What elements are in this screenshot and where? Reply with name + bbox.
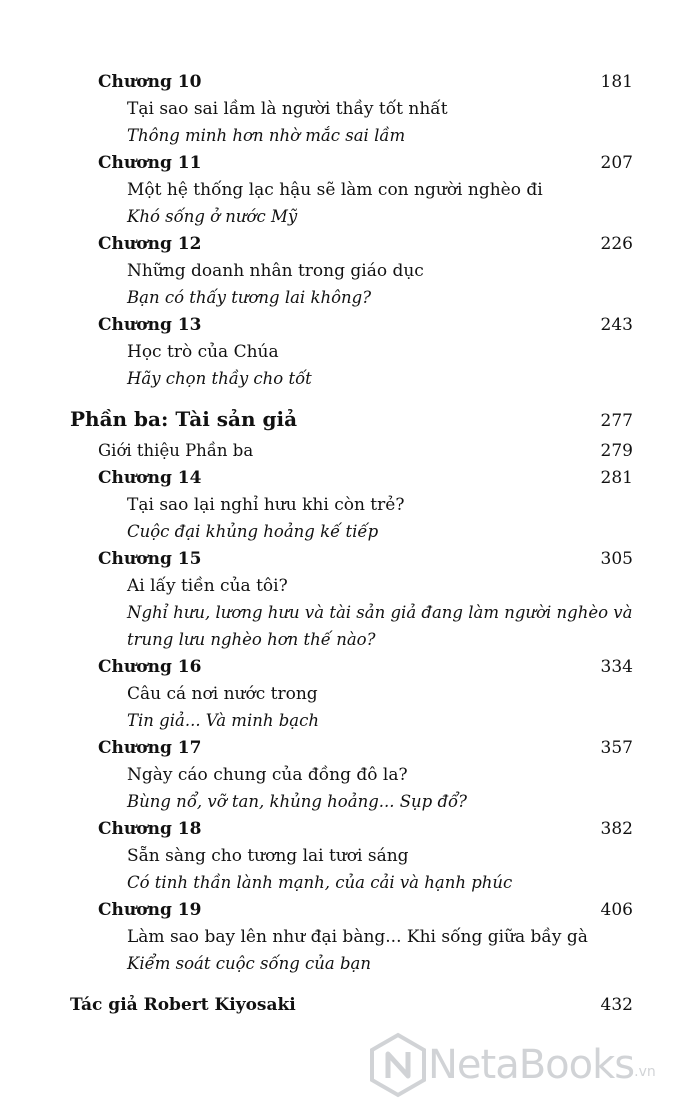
chapter-title: Sẵn sàng cho tương lai tươi sáng (127, 846, 409, 866)
chapter-title: Tại sao lại nghỉ hưu khi còn trẻ? (127, 495, 405, 515)
chapter-title: Ngày cáo chung của đồng đô la? (127, 765, 408, 785)
page-number: 334 (600, 657, 633, 677)
page-number: 305 (600, 549, 633, 569)
page-number: 277 (600, 411, 633, 431)
chapter-label: Chương 15 (98, 549, 202, 569)
chapter-label: Chương 10 (98, 72, 202, 92)
chapter-title: Tại sao sai lầm là người thầy tốt nhất (127, 99, 448, 119)
chapter-label: Chương 17 (98, 738, 202, 758)
author-title: Tác giả Robert Kiyosaki (70, 995, 296, 1015)
chapter-title: Một hệ thống lạc hậu sẽ làm con người nghèo đi (127, 180, 543, 200)
chapter-row (98, 819, 633, 839)
intro-row (98, 441, 633, 461)
watermark-logo (368, 1025, 698, 1105)
chapter-subtitle-continued: trung lưu nghèo hơn thế nào? (127, 630, 376, 649)
watermark-suffix: .vn (634, 1064, 656, 1080)
chapter-title: Ai lấy tiền của tôi? (127, 576, 288, 596)
page-number: 406 (600, 900, 633, 920)
part-row (70, 407, 633, 431)
chapter-row (98, 549, 633, 569)
page-number: 357 (600, 738, 633, 758)
author-row (70, 995, 633, 1015)
chapter-title: Câu cá nơi nước trong (127, 684, 318, 704)
chapter-row (98, 153, 633, 173)
chapter-label: Chương 18 (98, 819, 202, 839)
chapter-row (98, 657, 633, 677)
chapter-title: Những doanh nhân trong giáo dục (127, 261, 424, 281)
page-number: 207 (600, 153, 633, 173)
netabooks-logo-icon (368, 1032, 428, 1098)
chapter-subtitle: Hãy chọn thầy cho tốt (127, 369, 312, 388)
chapter-title: Làm sao bay lên như đại bàng... Khi sống giữa bầy gà (127, 927, 588, 947)
chapter-row (98, 315, 633, 335)
page-number: 243 (600, 315, 633, 335)
chapter-row (98, 468, 633, 488)
chapter-subtitle: Kiểm soát cuộc sống của bạn (127, 954, 372, 973)
chapter-label: Chương 16 (98, 657, 202, 677)
chapter-row (98, 738, 633, 758)
page-number: 181 (600, 72, 633, 92)
chapter-label: Chương 13 (98, 315, 202, 335)
page-number: 281 (600, 468, 633, 488)
chapter-subtitle: Bạn có thấy tương lai không? (127, 288, 372, 307)
chapter-row (98, 900, 633, 920)
chapter-row (98, 234, 633, 254)
watermark-brand: NetaBooks (428, 1042, 635, 1088)
part-title: Phần ba: Tài sản giả (70, 407, 298, 431)
intro-title: Giới thiệu Phần ba (98, 441, 254, 460)
chapter-label: Chương 11 (98, 153, 202, 173)
page-number: 226 (600, 234, 633, 254)
page-number: 432 (600, 995, 633, 1015)
chapter-label: Chương 19 (98, 900, 202, 920)
chapter-subtitle: Cuộc đại khủng hoảng kế tiếp (127, 522, 379, 541)
chapter-label: Chương 12 (98, 234, 202, 254)
chapter-subtitle: Bùng nổ, vỡ tan, khủng hoảng... Sụp đổ? (127, 792, 467, 811)
page-number: 279 (600, 441, 633, 461)
chapter-subtitle: Khó sống ở nước Mỹ (127, 207, 298, 226)
chapter-title: Học trò của Chúa (127, 342, 279, 362)
chapter-subtitle: Tin giả... Và minh bạch (127, 711, 319, 730)
chapter-row (98, 72, 633, 92)
chapter-label: Chương 14 (98, 468, 202, 488)
chapter-subtitle: Nghỉ hưu, lương hưu và tài sản giả đang làm người nghèo và (127, 603, 633, 622)
chapter-subtitle: Có tinh thần lành mạnh, của cải và hạnh phúc (127, 873, 513, 892)
chapter-subtitle: Thông minh hơn nhờ mắc sai lầm (127, 126, 406, 145)
page-number: 382 (600, 819, 633, 839)
